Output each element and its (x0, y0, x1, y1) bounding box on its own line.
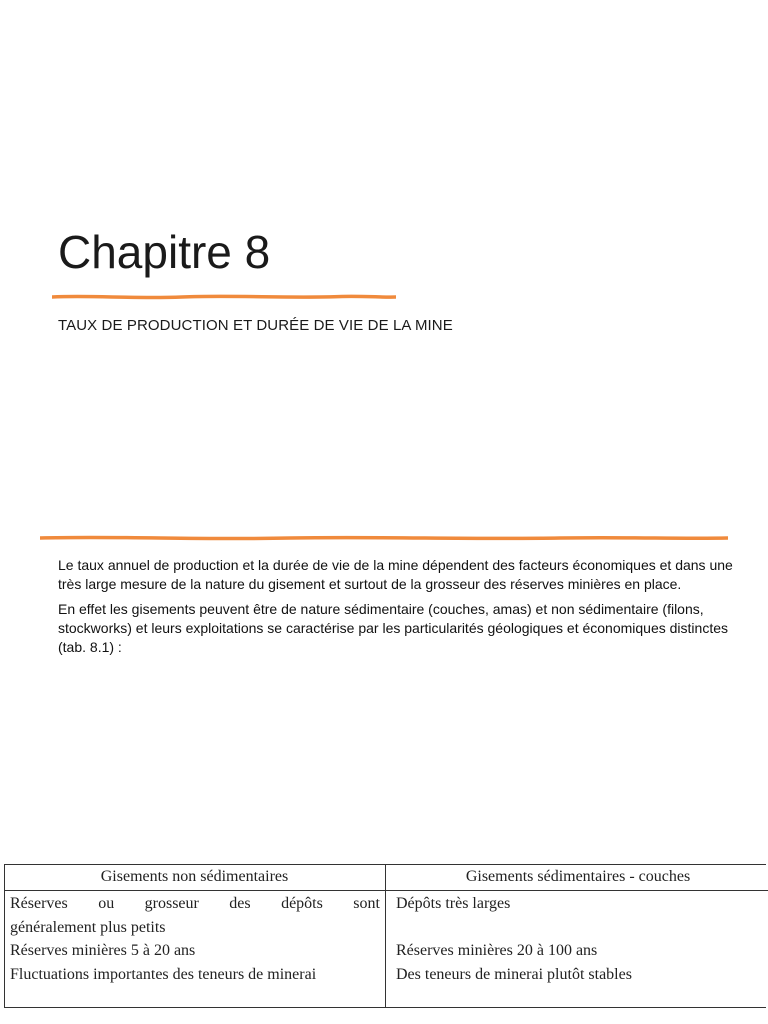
paragraph-2: En effet les gisements peuvent être de nature sédimentaire (couches, amas) et non sédimentaire (filons, stockworks) et leurs exploitations se caractérise par les particularités géologiques et économiques distinctes (tab. 8.1) : (58, 601, 728, 655)
cell-non-sedimentary (10, 892, 380, 986)
left-line-1 (10, 892, 380, 916)
left-line-3: Réserves minières 5 à 20 ans (10, 942, 196, 959)
word: Réserves (10, 895, 68, 912)
header-non-sedimentary: Gisements non sédimentaires (100, 868, 289, 885)
left-line-4: Fluctuations importantes des teneurs de minerai (10, 965, 317, 983)
right-line-blank (396, 916, 766, 940)
section-divider (40, 535, 728, 541)
word: sont (353, 895, 380, 912)
cell-sedimentary (396, 892, 766, 986)
header-sedimentary: Gisements sédimentaires - couches (465, 868, 691, 885)
table-header-divider (4, 890, 768, 891)
word: ou (98, 895, 115, 912)
word: des (229, 895, 251, 912)
word: dépôts (281, 895, 323, 912)
title-underline (52, 294, 396, 300)
chapter-subtitle: TAUX DE PRODUCTION ET DURÉE DE VIE DE LA MINE (58, 317, 453, 334)
right-line-3: Réserves minières 20 à 100 ans (396, 942, 598, 959)
right-line-1: Dépôts très larges (396, 895, 511, 912)
chapter-title: Chapitre 8 (58, 226, 271, 278)
right-line-4: Des teneurs de minerai plutôt stables (396, 965, 632, 983)
table-column-divider (385, 864, 386, 1008)
left-line-2: généralement plus petits (10, 918, 166, 936)
paragraph-1: Le taux annuel de production et la durée de vie de la mine dépendent des facteurs économiques et dans une très large mesure de la nature du gisement et surtout de la grosseur des réserves minières en place. (58, 557, 733, 592)
word: grosseur (144, 895, 199, 912)
deposits-comparison-table (0, 862, 768, 1012)
body-text (58, 556, 748, 663)
